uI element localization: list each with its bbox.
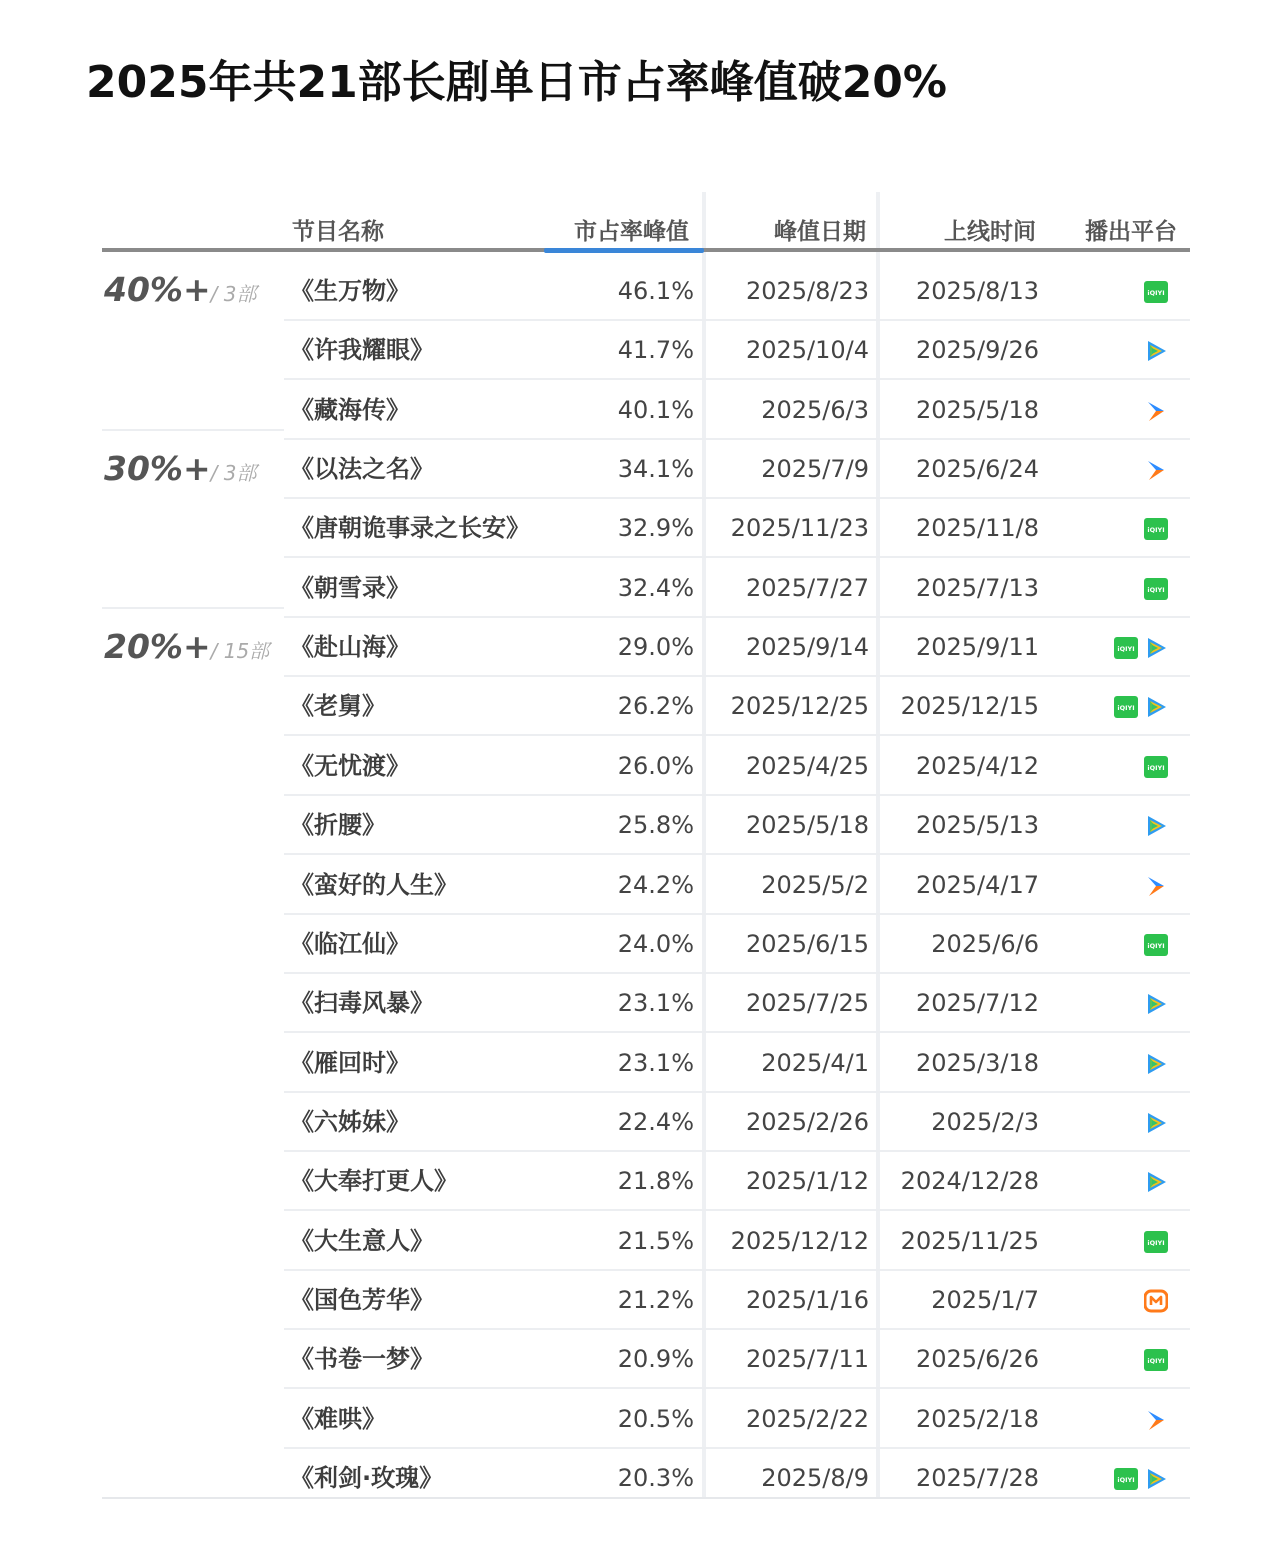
youku-icon — [1144, 1408, 1168, 1432]
youku-icon — [1144, 874, 1168, 898]
platform-icons — [1144, 1168, 1168, 1196]
launch-date: 2025/7/28 — [915, 1464, 1039, 1492]
platform-icons — [1144, 812, 1168, 840]
iqiyi-icon — [1144, 933, 1168, 957]
share-value: 26.0% — [617, 751, 694, 780]
share-value: 24.0% — [617, 929, 694, 958]
table-row — [0, 618, 1262, 677]
table-row — [0, 1449, 1262, 1508]
iqiyi-icon — [1114, 695, 1138, 719]
peak-date: 2025/12/12 — [730, 1226, 869, 1255]
peak-date: 2025/4/1 — [761, 1048, 869, 1077]
share-value: 24.2% — [617, 870, 694, 899]
peak-date: 2025/6/15 — [745, 929, 869, 958]
header-peak-date: 峰值日期 — [774, 219, 866, 245]
table-row — [0, 1093, 1262, 1152]
table-row — [0, 915, 1262, 974]
launch-date: 2025/7/13 — [915, 573, 1039, 602]
group-count: / 3部 — [210, 282, 257, 306]
launch-date: 2025/6/24 — [915, 455, 1039, 484]
table-row — [0, 262, 1262, 321]
share-value: 25.8% — [617, 811, 694, 840]
page-title: 2025年共21部长剧单日市占率峰值破20% — [86, 57, 948, 108]
svg-text:iQIYI: iQIYI — [1117, 1476, 1135, 1484]
launch-date: 2025/8/13 — [915, 277, 1039, 305]
header-name: 节目名称 — [292, 219, 384, 245]
platform-icons — [1114, 634, 1168, 662]
share-value: 21.2% — [617, 1285, 694, 1314]
iqiyi-icon — [1144, 1348, 1168, 1372]
platform-icons — [1144, 1346, 1168, 1374]
share-value: 32.4% — [617, 573, 694, 602]
iqiyi-icon — [1114, 636, 1138, 660]
show-name: 《藏海传》 — [290, 395, 410, 424]
mango-tv-icon — [1144, 1289, 1168, 1313]
share-value: 26.2% — [617, 692, 694, 721]
tencent-video-icon — [1144, 1467, 1168, 1491]
platform-icons — [1144, 456, 1168, 484]
platform-icons — [1144, 515, 1168, 543]
show-name: 《折腰》 — [290, 811, 386, 840]
platform-icons — [1144, 872, 1168, 900]
tencent-video-icon — [1144, 814, 1168, 838]
svg-text:iQIYI: iQIYI — [1117, 645, 1135, 654]
launch-date: 2025/6/26 — [915, 1345, 1039, 1374]
show-name: 《扫毒风暴》 — [290, 989, 434, 1018]
peak-date: 2025/5/2 — [761, 870, 869, 899]
launch-date: 2025/4/17 — [915, 870, 1039, 899]
peak-date: 2025/5/18 — [745, 811, 869, 840]
launch-date: 2025/5/18 — [915, 395, 1039, 424]
peak-date: 2025/1/16 — [745, 1285, 869, 1314]
share-value: 20.5% — [617, 1404, 694, 1433]
iqiyi-icon — [1114, 1467, 1138, 1491]
tencent-video-icon — [1144, 636, 1168, 660]
svg-text:iQIYI: iQIYI — [1147, 526, 1165, 535]
table-row — [0, 1330, 1262, 1389]
platform-icons — [1144, 337, 1168, 365]
table-bottom-line — [102, 1497, 1190, 1499]
peak-date: 2025/11/23 — [730, 514, 869, 543]
show-name: 《唐朝诡事录之长安》 — [290, 514, 530, 543]
launch-date: 2025/12/15 — [900, 692, 1039, 721]
svg-text:iQIYI: iQIYI — [1117, 704, 1135, 713]
platform-icons — [1144, 397, 1168, 425]
show-name: 《临江仙》 — [290, 929, 410, 958]
peak-date: 2025/10/4 — [745, 336, 869, 365]
table-row — [0, 1152, 1262, 1211]
iqiyi-icon — [1144, 1230, 1168, 1254]
show-name: 《生万物》 — [290, 277, 410, 305]
tencent-video-icon — [1144, 695, 1168, 719]
launch-date: 2025/5/13 — [915, 811, 1039, 840]
launch-date: 2025/4/12 — [915, 751, 1039, 780]
platform-icons — [1144, 1109, 1168, 1137]
show-name: 《书卷一梦》 — [290, 1345, 434, 1374]
platform-icons — [1144, 1287, 1168, 1315]
launch-date: 2025/2/18 — [915, 1404, 1039, 1433]
platform-icons — [1144, 931, 1168, 959]
launch-date: 2025/1/7 — [931, 1285, 1039, 1314]
platform-icons — [1144, 990, 1168, 1018]
launch-date: 2025/9/26 — [915, 336, 1039, 365]
iqiyi-icon — [1144, 577, 1168, 601]
group-pct: 20%+ — [104, 627, 211, 666]
table-row — [0, 381, 1262, 440]
table-row — [0, 796, 1262, 855]
peak-date: 2025/7/9 — [761, 455, 869, 484]
table-row — [0, 559, 1262, 618]
share-value: 41.7% — [617, 336, 694, 365]
peak-date: 2025/12/25 — [730, 692, 869, 721]
tencent-video-icon — [1144, 1111, 1168, 1135]
launch-date: 2025/2/3 — [931, 1107, 1039, 1136]
share-value: 23.1% — [617, 989, 694, 1018]
table-row — [0, 1271, 1262, 1330]
tencent-video-icon — [1144, 1170, 1168, 1194]
show-name: 《利剑·玫瑰》 — [290, 1464, 444, 1492]
svg-text:iQIYI: iQIYI — [1147, 585, 1165, 594]
show-name: 《以法之名》 — [290, 455, 434, 484]
platform-icons — [1114, 693, 1168, 721]
launch-date: 2025/11/25 — [900, 1226, 1039, 1255]
peak-date: 2025/7/27 — [745, 573, 869, 602]
youku-icon — [1144, 399, 1168, 423]
show-name: 《蛮好的人生》 — [290, 870, 458, 899]
iqiyi-icon — [1144, 280, 1168, 304]
platform-icons — [1144, 753, 1168, 781]
peak-date: 2025/1/12 — [745, 1167, 869, 1196]
share-value: 20.9% — [617, 1345, 694, 1374]
group-count: / 15部 — [210, 639, 270, 663]
share-value: 22.4% — [617, 1107, 694, 1136]
platform-icons — [1144, 1406, 1168, 1434]
tencent-video-icon — [1144, 1052, 1168, 1076]
group-count: / 3部 — [210, 461, 257, 485]
peak-date: 2025/6/3 — [761, 395, 869, 424]
launch-date: 2025/3/18 — [915, 1048, 1039, 1077]
show-name: 《雁回时》 — [290, 1048, 410, 1077]
launch-date: 2025/9/11 — [915, 633, 1039, 662]
group-pct: 30%+ — [104, 449, 211, 488]
iqiyi-icon — [1144, 517, 1168, 541]
sort-indicator — [544, 248, 704, 253]
share-value: 46.1% — [617, 277, 694, 305]
share-value: 34.1% — [617, 455, 694, 484]
show-name: 《朝雪录》 — [290, 573, 410, 602]
table-row — [0, 440, 1262, 499]
share-value: 23.1% — [617, 1048, 694, 1077]
show-name: 《六姊妹》 — [290, 1107, 410, 1136]
table-row — [0, 677, 1262, 736]
peak-date: 2025/8/9 — [761, 1464, 869, 1492]
table-row — [0, 1034, 1262, 1093]
svg-text:iQIYI: iQIYI — [1147, 289, 1165, 297]
peak-date: 2025/2/22 — [745, 1404, 869, 1433]
header-launch: 上线时间 — [944, 219, 1036, 245]
table-row — [0, 856, 1262, 915]
table-row — [0, 1390, 1262, 1449]
platform-icons — [1144, 278, 1168, 306]
youku-icon — [1144, 458, 1168, 482]
peak-date: 2025/8/23 — [745, 277, 869, 305]
show-name: 《老舅》 — [290, 692, 386, 721]
show-name: 《赴山海》 — [290, 633, 410, 662]
tencent-video-icon — [1144, 339, 1168, 363]
share-value: 21.8% — [617, 1167, 694, 1196]
launch-date: 2025/7/12 — [915, 989, 1039, 1018]
table-row — [0, 499, 1262, 558]
show-name: 《国色芳华》 — [290, 1285, 434, 1314]
svg-text:iQIYI: iQIYI — [1147, 941, 1165, 950]
iqiyi-icon — [1144, 755, 1168, 779]
peak-date: 2025/7/11 — [745, 1345, 869, 1374]
header-platform: 播出平台 — [1085, 219, 1177, 245]
peak-date: 2025/7/25 — [745, 989, 869, 1018]
peak-date: 2025/9/14 — [745, 633, 869, 662]
launch-date: 2024/12/28 — [900, 1167, 1039, 1196]
table-row — [0, 1212, 1262, 1271]
svg-text:iQIYI: iQIYI — [1147, 763, 1165, 772]
platform-icons — [1144, 575, 1168, 603]
show-name: 《许我耀眼》 — [290, 336, 434, 365]
peak-date: 2025/2/26 — [745, 1107, 869, 1136]
platform-icons — [1114, 1465, 1168, 1493]
platform-icons — [1144, 1050, 1168, 1078]
svg-text:iQIYI: iQIYI — [1147, 1238, 1165, 1247]
launch-date: 2025/6/6 — [931, 929, 1039, 958]
table-row — [0, 321, 1262, 380]
share-value: 32.9% — [617, 514, 694, 543]
group-pct: 40%+ — [104, 270, 211, 309]
table-row — [0, 974, 1262, 1033]
table-row — [0, 737, 1262, 796]
show-name: 《大生意人》 — [290, 1226, 434, 1255]
share-value: 21.5% — [617, 1226, 694, 1255]
share-value: 40.1% — [617, 395, 694, 424]
peak-date: 2025/4/25 — [745, 751, 869, 780]
svg-text:iQIYI: iQIYI — [1147, 1357, 1165, 1366]
share-value: 20.3% — [617, 1464, 694, 1492]
tencent-video-icon — [1144, 992, 1168, 1016]
show-name: 《难哄》 — [290, 1404, 386, 1433]
show-name: 《无忧渡》 — [290, 751, 410, 780]
share-value: 29.0% — [617, 633, 694, 662]
header-share: 市占率峰值 — [574, 219, 689, 245]
launch-date: 2025/11/8 — [915, 514, 1039, 543]
show-name: 《大奉打更人》 — [290, 1167, 458, 1196]
platform-icons — [1144, 1228, 1168, 1256]
